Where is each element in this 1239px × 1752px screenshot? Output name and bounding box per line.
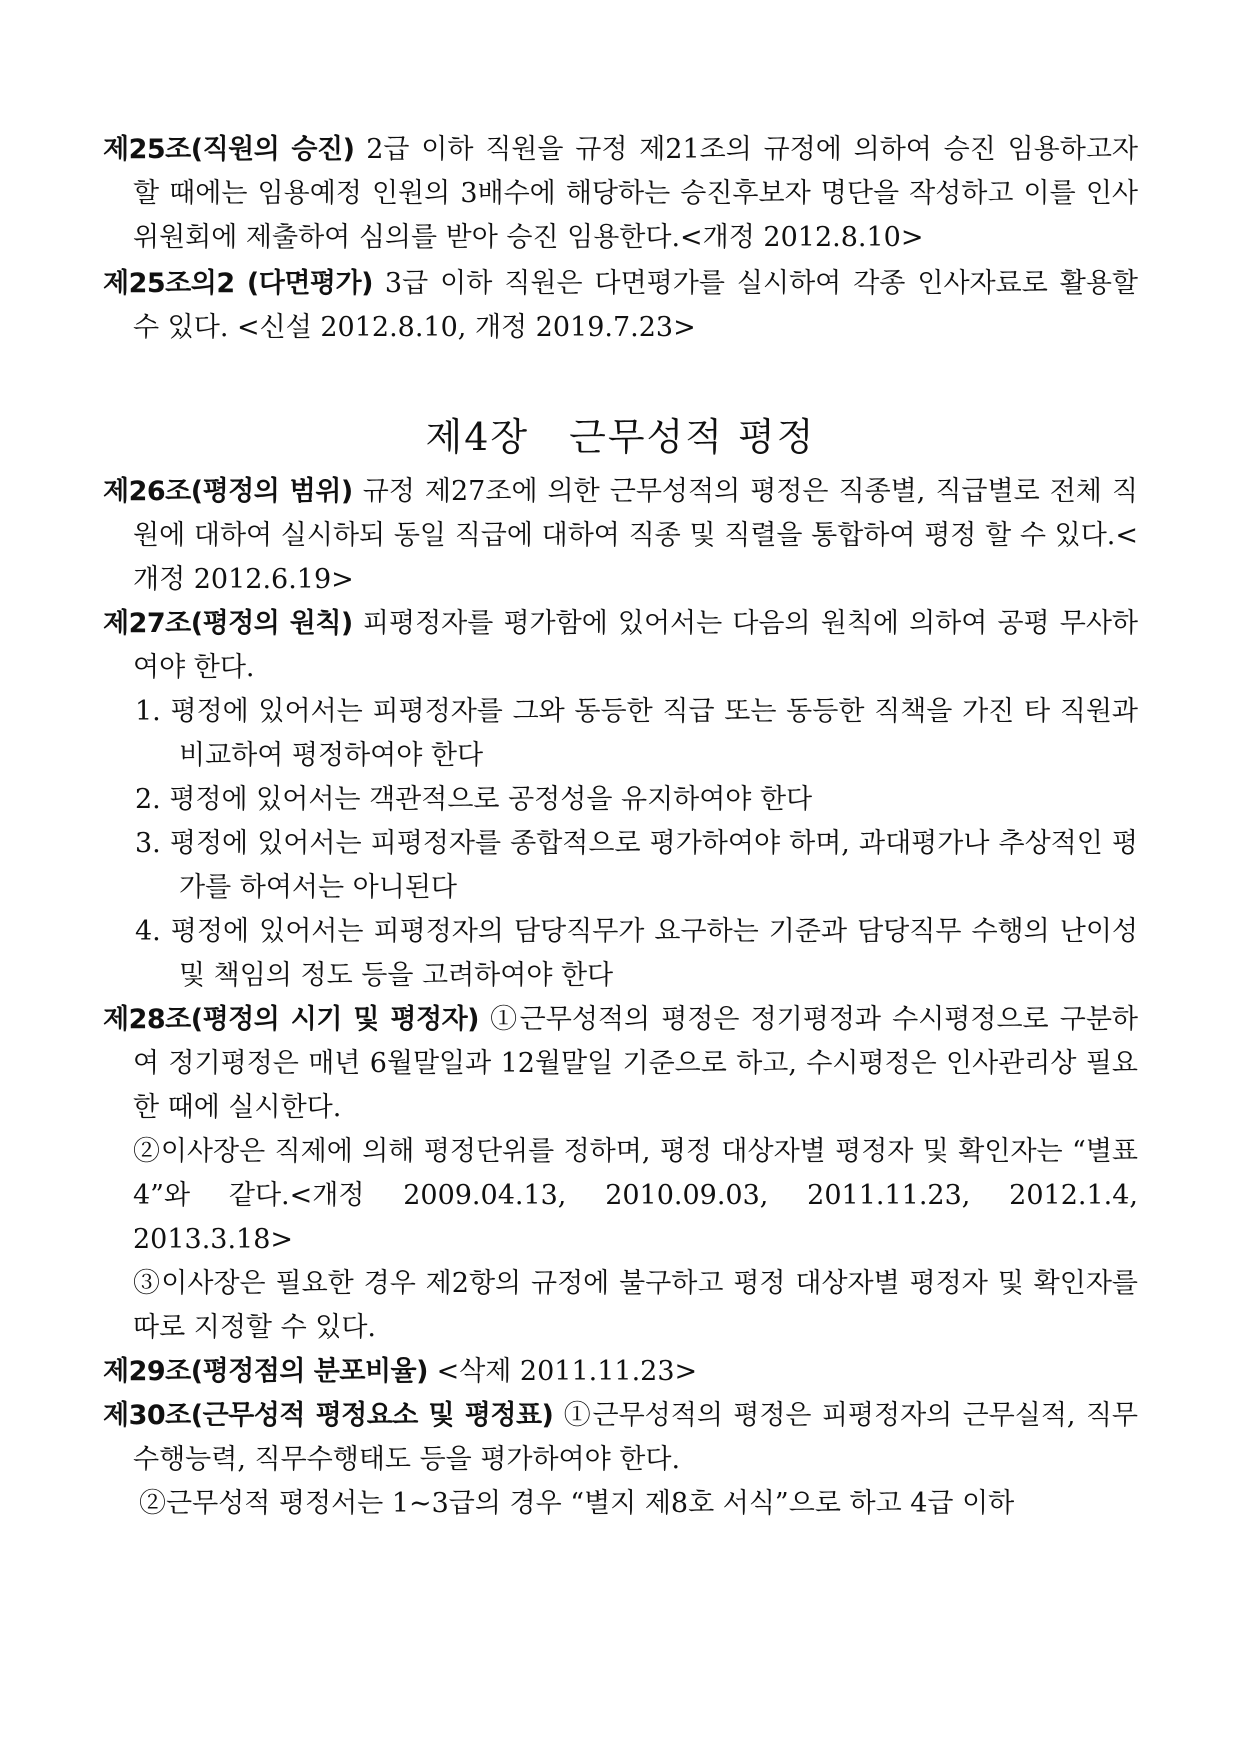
article-30 xyxy=(103,1394,1138,1482)
chapter-heading xyxy=(103,412,1138,462)
article-25-2 xyxy=(103,262,1138,350)
article-30-body: ①근무성적의 평정은 피평정자의 근무실적, 직무수행능력, 직무수행태도 등을 평가하여야 한다. xyxy=(133,1400,1138,1475)
document-page xyxy=(103,128,1138,1526)
chapter-number: 제4장 xyxy=(425,415,530,459)
article-27-item-4: 4. 평정에 있어서는 피평정자의 담당직무가 요구하는 기준과 담당직무 수행의 난이성 및 책임의 정도 등을 고려하여야 한다 xyxy=(135,916,1138,991)
article-27-item-2: 2. 평정에 있어서는 객관적으로 공정성을 유지하여야 한다 xyxy=(135,784,813,815)
article-29-heading: 제29조(평정점의 분포비율) xyxy=(103,1356,428,1387)
article-26-heading: 제26조(평정의 범위) xyxy=(103,476,353,507)
article-28-paragraph-2: ②이사장은 직제에 의해 평정단위를 정하며, 평정 대상자별 평정자 및 확인자는 “별표4”와 같다.<개정 2009.04.13, 2010.09.03, 2011.11.23, 2012.1.4, 2013.3.18> xyxy=(133,1136,1138,1255)
article-28-paragraph-3: ③이사장은 필요한 경우 제2항의 규정에 불구하고 평정 대상자별 평정자 및 확인자를 따로 지정할 수 있다. xyxy=(133,1268,1138,1343)
article-27-heading: 제27조(평정의 원칙) xyxy=(103,608,353,639)
article-28-heading: 제28조(평정의 시기 및 평정자) xyxy=(103,1004,479,1035)
article-25-2-heading: 제25조의2 (다면평가) xyxy=(103,268,373,299)
article-25-2-body: 3급 이하 직원은 다면평가를 실시하여 각종 인사자료로 활용할 수 있다. <신설 2012.8.10, 개정 2019.7.23> xyxy=(133,268,1139,343)
article-27 xyxy=(103,602,1138,690)
article-27-item-3: 3. 평정에 있어서는 피평정자를 종합적으로 평가하여야 하며, 과대평가나 추상적인 평가를 하여서는 아니된다 xyxy=(135,828,1138,903)
article-27-body: 피평정자를 평가함에 있어서는 다음의 원칙에 의하여 공평 무사하여야 한다. xyxy=(133,608,1139,683)
article-25 xyxy=(103,128,1138,260)
article-30-heading: 제30조(근무성적 평정요소 및 평정표) xyxy=(103,1400,554,1431)
article-25-heading: 제25조(직원의 승진) xyxy=(103,134,355,165)
chapter-title: 근무성적 평정 xyxy=(569,415,816,459)
article-28-body: ①근무성적의 평정은 정기평정과 수시평정으로 구분하여 정기평정은 매년 6월말일과 12월말일 기준으로 하고, 수시평정은 인사관리상 필요한 때에 실시한다. xyxy=(133,1004,1138,1123)
article-26 xyxy=(103,470,1138,602)
article-27-item-1: 1. 평정에 있어서는 피평정자를 그와 동등한 직급 또는 동등한 직책을 가진 타 직원과 비교하여 평정하여야 한다 xyxy=(135,696,1138,771)
article-29 xyxy=(103,1350,1138,1394)
article-30-paragraph-2: ②근무성적 평정서는 1~3급의 경우 “별지 제8호 서식”으로 하고 4급 이하 xyxy=(139,1488,1015,1519)
article-25-body: 2급 이하 직원을 규정 제21조의 규정에 의하여 승진 임용하고자 할 때에는 임용예정 인원의 3배수에 해당하는 승진후보자 명단을 작성하고 이를 인사위원회에 제출하여 심의를 받아 승진 임용한다.<개정 2012.8.10> xyxy=(133,134,1138,253)
article-26-body: 규정 제27조에 의한 근무성적의 평정은 직종별, 직급별로 전체 직원에 대하여 실시하되 동일 직급에 대하여 직종 및 직렬을 통합하여 평정 할 수 있다.<개정 2012.6.19> xyxy=(133,476,1138,595)
article-29-body: <삭제 2011.11.23> xyxy=(427,1356,698,1387)
article-28 xyxy=(103,998,1138,1130)
